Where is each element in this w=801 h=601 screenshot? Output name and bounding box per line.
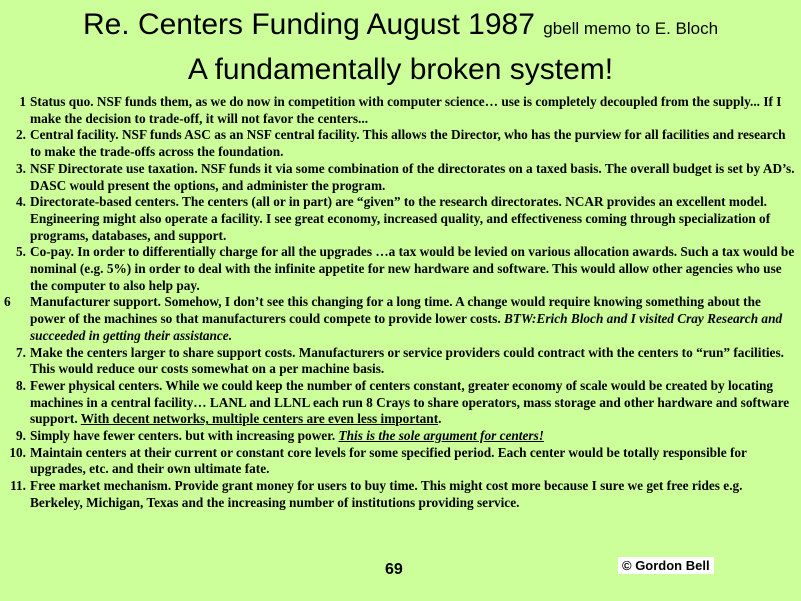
list-item [0,478,795,511]
title-main: Re. Centers Funding [82,8,367,41]
item-text: Fewer physical centers. While we could keep the number of centers constant, greater economy of scale would be created by locating machines in a central facility… LANL and LLNL each run 8 Crays to share operators, mass storage and other hardware and software support. [30,377,790,427]
item-italic-note: BTW:Erich Bloch and I visited Cray Research and succeeded in getting their assistance. [30,311,783,343]
item-text: Manufacturer support. Somehow, I don’t see this changing for a long time. A change would require knowing something about the power of the machines so that manufacturers could compete to provide lower costs. [30,294,761,327]
list-item [0,378,795,428]
item-text: Maintain centers at their current or constant core levels for some specified period. Each center would be totally responsible for upgrades, etc. and their own ultimate fate. [30,444,747,477]
item-number: 6 [4,294,11,310]
item-text: Central facility. NSF funds ASC as an NSF central facility. This allows the Director, who has the purview for all facilities and research to make the trade-offs across the foundation. [30,127,786,160]
item-text: NSF Directorate use taxation. NSF funds it via some combination of the directorates on a taxed basis. The overall budget is set by AD’s. DASC would present the options, and administer the program. [30,160,795,193]
list-item [0,161,795,194]
item-text: Status quo. NSF funds them, as we do now in competition with computer science… use is completely decoupled from the supply... If I make the decision to trade-off, it will not favor the centers... [30,94,782,126]
list-item [0,345,795,378]
item-number: 7. [16,344,26,360]
list-item [0,428,795,445]
slide-title-line1 [0,8,801,46]
title-subtitle: gbell memo to E. Bloch [543,19,719,38]
item-text: Co-pay. In order to differentially charge for all the upgrades …a tax would be levied on various allocation awards. Such a tax would be nominal (e.g. 5%) in order to deal with the infinite appetite for new hardware and software. This would allow other agencies who use the computer to also help pay. [30,244,795,293]
list-item [0,294,795,344]
list-item [0,127,795,160]
item-number: 11. [10,478,26,494]
list-item [0,445,795,478]
item-number: 1 [19,94,26,109]
item-text: Simply have fewer centers. but with increasing power. [30,428,339,444]
page-number: 69 [385,561,403,578]
list-item [0,194,795,244]
item-number: 5. [16,244,26,260]
list-item [0,94,795,127]
copyright-notice: © Gordon Bell [618,557,714,574]
options-list [0,94,795,512]
item-text: Make the centers larger to share support costs. Manufacturers or service providers could contract with the centers to “run” facilities. This would reduce our costs somewhat on a per machine basis. [30,344,784,377]
item-underlined-note: With decent networks, multiple centers are even less important [80,411,439,427]
item-emphasis-note: This is the sole argument for centers! [338,428,544,444]
item-number: 4. [16,194,26,210]
list-item [0,244,795,294]
item-text-tail: . [438,411,442,427]
item-number: 10. [9,444,26,460]
item-text: Directorate-based centers. The centers (all or in part) are “given” to the research directorates. NCAR provides an excellent model. Engineering might also operate a facility. I see great economy, increased quality, and effectiveness coming through specialization of programs, databases, and support. [30,194,771,243]
slide-title-line2: A fundamentally broken system! [187,53,614,86]
item-number: 9. [16,428,26,444]
title-date: August 1987 [366,8,544,41]
item-number: 8. [16,377,26,393]
item-number: 3. [16,160,26,176]
item-number: 2. [16,127,26,143]
item-text: Free market mechanism. Provide grant money for users to buy time. This might cost more because I sure we get free rides e.g. Berkeley, Michigan, Texas and the increasing number of institutions providing service. [30,478,743,510]
